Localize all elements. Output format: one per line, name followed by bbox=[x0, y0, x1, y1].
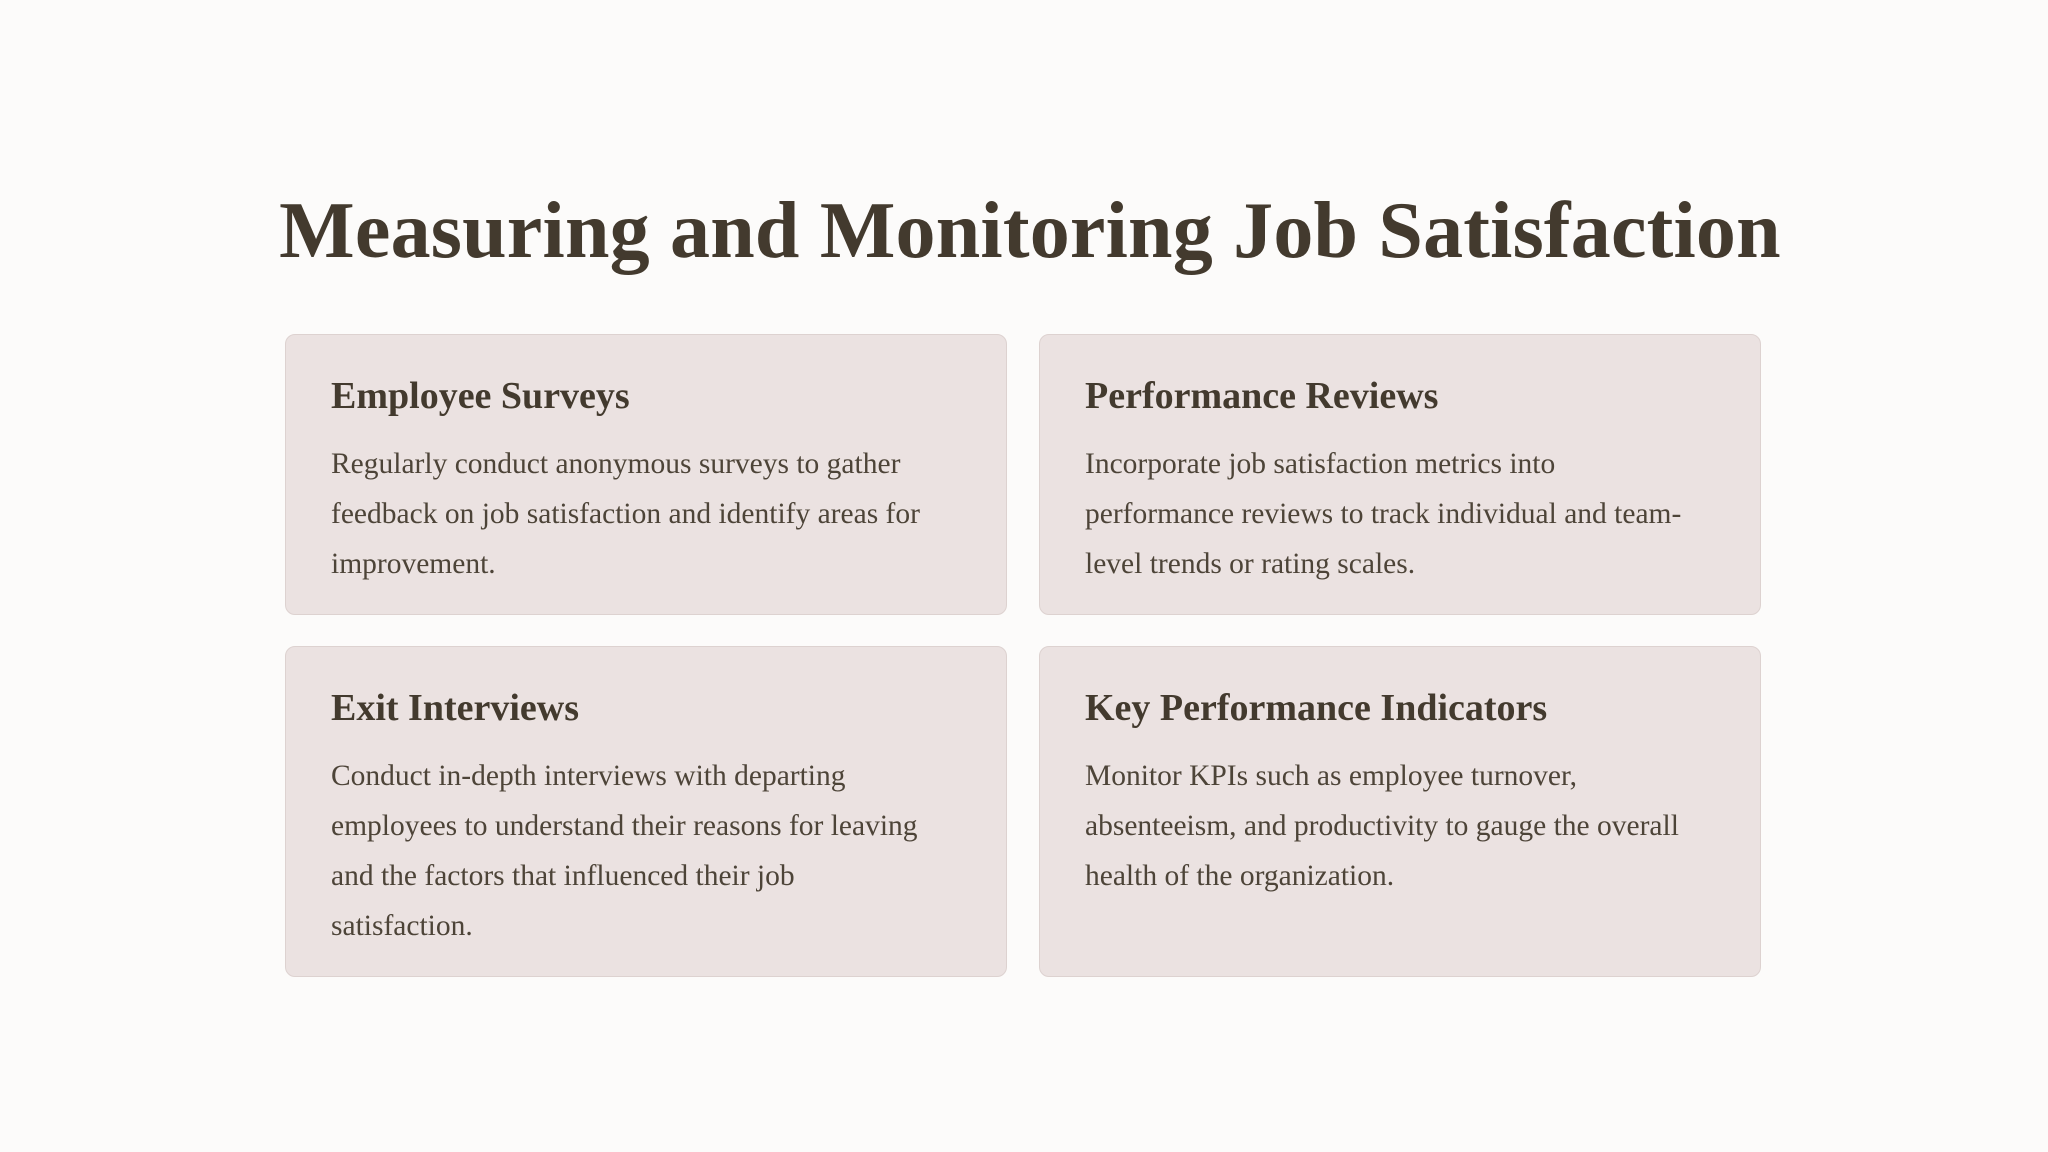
card-employee-surveys bbox=[285, 334, 1007, 615]
card-heading: Employee Surveys bbox=[331, 375, 630, 417]
card-text-line: satisfaction. bbox=[331, 910, 473, 942]
card-description bbox=[331, 751, 966, 951]
card-text-line: and the factors that influenced their job bbox=[331, 860, 795, 892]
card-heading: Key Performance Indicators bbox=[1085, 687, 1548, 729]
card-text-line: Monitor KPIs such as employee turnover, bbox=[1085, 760, 1578, 792]
card-description bbox=[331, 439, 966, 589]
card-performance-reviews bbox=[1039, 334, 1761, 615]
card-text-line: level trends or rating scales. bbox=[1085, 548, 1416, 580]
card-heading: Performance Reviews bbox=[1085, 375, 1439, 417]
card-text-line: employees to understand their reasons for leaving bbox=[331, 810, 918, 842]
card-heading: Exit Interviews bbox=[331, 687, 580, 729]
card-text-line: absenteeism, and productivity to gauge the overall bbox=[1085, 810, 1679, 842]
card-text-line: performance reviews to track individual and team- bbox=[1085, 498, 1682, 530]
card-text-line: health of the organization. bbox=[1085, 860, 1395, 892]
card-text-line: feedback on job satisfaction and identify areas for bbox=[331, 498, 920, 530]
card-text-line: Conduct in-depth interviews with departing bbox=[331, 760, 846, 792]
page-title: Measuring and Monitoring Job Satisfaction bbox=[279, 187, 1781, 275]
card-exit-interviews bbox=[285, 646, 1007, 977]
card-text-line: Incorporate job satisfaction metrics into bbox=[1085, 448, 1556, 480]
card-key-performance-indicators bbox=[1039, 646, 1761, 977]
card-description bbox=[1085, 439, 1720, 589]
card-text-line: improvement. bbox=[331, 548, 496, 580]
card-text-line: Regularly conduct anonymous surveys to gather bbox=[331, 448, 901, 480]
card-description bbox=[1085, 751, 1720, 901]
